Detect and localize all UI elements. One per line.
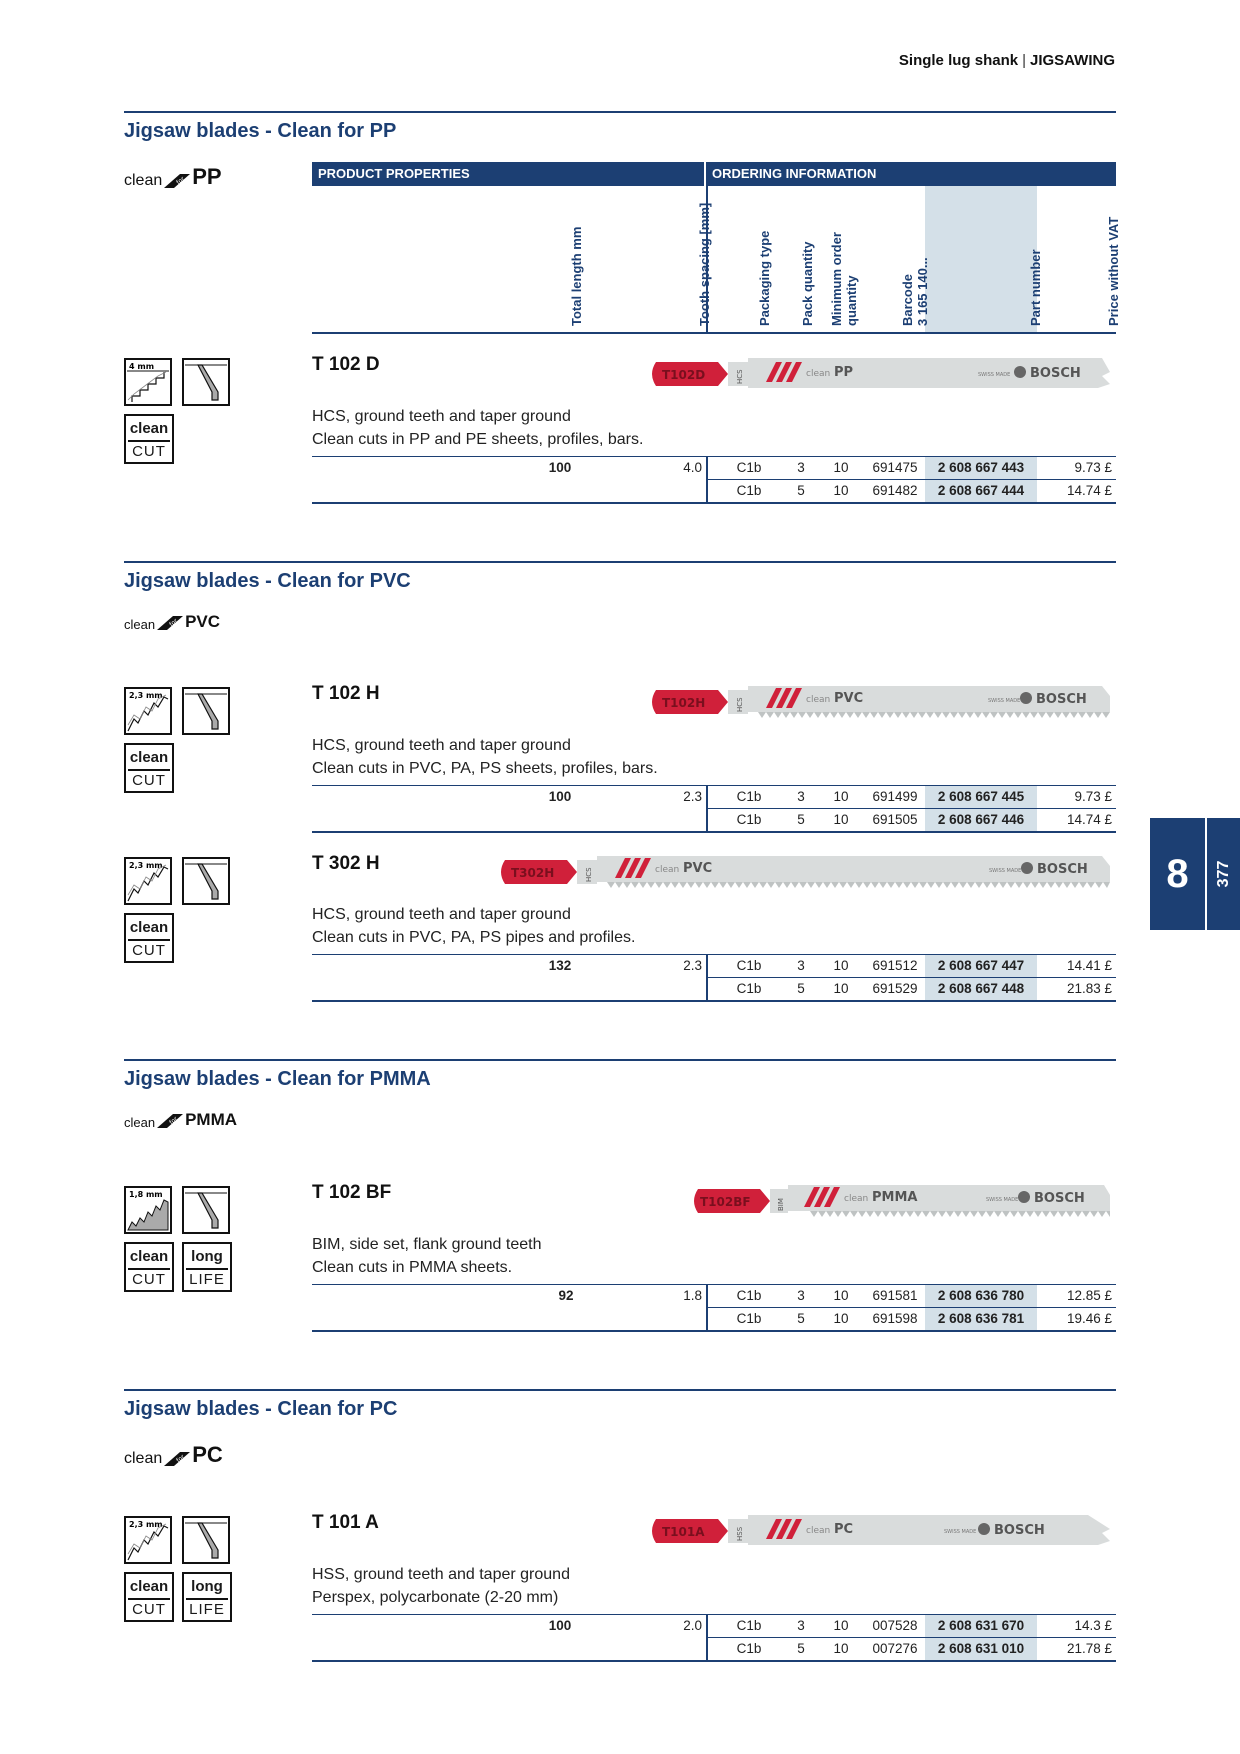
- min-order-cell: 10: [833, 789, 849, 804]
- header-bottom-rule: [312, 332, 1116, 334]
- column-divider: [706, 955, 708, 1001]
- tooth-spacing-2-3mm-icon: [124, 1516, 172, 1564]
- total-length-value: 92: [558, 1288, 574, 1303]
- product-bottom-rule: [312, 1660, 1116, 1662]
- column-divider: [706, 786, 708, 832]
- straight-cut-icon: [182, 857, 230, 905]
- svg-text:BOSCH: BOSCH: [994, 1523, 1045, 1538]
- product-description: HSS, ground teeth and taper ground Perspex, polycarbonate (2-20 mm): [312, 1566, 570, 1606]
- min-order-cell: 10: [833, 1641, 849, 1656]
- price-cell: 21.83 £: [1066, 981, 1112, 996]
- svg-text:SWISS MADE: SWISS MADE: [988, 698, 1021, 704]
- pack-quantity-cell: 5: [797, 1641, 805, 1656]
- barcode-cell: 691482: [872, 483, 918, 498]
- col-total-length: Total length mm: [569, 226, 584, 326]
- part-number-cell: 2 608 667 443: [925, 457, 1037, 479]
- ordering-information-header: ORDERING INFORMATION: [706, 162, 1116, 186]
- clean-cut-icon: clean CUT: [124, 913, 174, 963]
- svg-text:clean: clean: [806, 695, 831, 705]
- svg-text:1,8 mm: 1,8 mm: [129, 1190, 163, 1199]
- col-min-order: Minimum order: [829, 232, 844, 326]
- col-price: Price without VAT: [1106, 216, 1121, 326]
- price-cell: 14.3 £: [1074, 1618, 1112, 1633]
- svg-text:4 mm: 4 mm: [129, 362, 155, 371]
- part-number-cell: 2 608 667 446: [925, 809, 1037, 831]
- svg-text:T302H: T302H: [511, 866, 555, 880]
- pack-quantity-cell: 5: [797, 981, 805, 996]
- min-order-cell: 10: [833, 958, 849, 973]
- col-part-number: Part number: [1028, 249, 1043, 326]
- header-section: Single lug shank: [898, 52, 1019, 69]
- svg-text:clean: clean: [806, 1526, 831, 1536]
- part-number-cell: 2 608 636 780: [925, 1285, 1037, 1307]
- logo-slash-icon: [157, 616, 183, 630]
- svg-text:for: for: [175, 1453, 187, 1465]
- section-title: Jigsaw blades - Clean for PP: [124, 120, 397, 142]
- total-length-value: 132: [548, 958, 572, 973]
- section-rule: [124, 1389, 1116, 1391]
- svg-text:PVC: PVC: [834, 691, 864, 706]
- total-length-value: 100: [548, 1618, 572, 1633]
- svg-text:T102D: T102D: [662, 368, 706, 382]
- svg-text:BOSCH: BOSCH: [1034, 1191, 1085, 1206]
- barcode-cell: 691512: [872, 958, 918, 973]
- logo-clean-text: clean: [124, 1115, 156, 1130]
- product-model: T 102 H: [312, 683, 380, 704]
- blade-image-t102h: [648, 682, 1114, 722]
- product-model: T 302 H: [312, 853, 380, 874]
- clean-for-pc-logo: [124, 1442, 223, 1468]
- product-properties-header: PRODUCT PROPERTIES: [312, 162, 704, 186]
- svg-text:T102H: T102H: [662, 696, 706, 710]
- blade-image-t302h: [497, 852, 1114, 892]
- barcode-cell: 691499: [872, 789, 918, 804]
- column-divider: [706, 1615, 708, 1661]
- price-cell: 19.46 £: [1066, 1311, 1112, 1326]
- packaging-type-cell: C1b: [736, 1641, 762, 1656]
- part-number-cell: 2 608 631 670: [925, 1615, 1037, 1637]
- svg-text:BOSCH: BOSCH: [1030, 366, 1081, 381]
- pack-quantity-cell: 5: [797, 483, 805, 498]
- blade-image-t102bf: [690, 1181, 1114, 1221]
- product-model: T 102 BF: [312, 1182, 392, 1203]
- col-packaging-type: Packaging type: [757, 230, 772, 326]
- product-bottom-rule: [312, 1000, 1116, 1002]
- svg-text:SWISS MADE: SWISS MADE: [986, 1197, 1019, 1203]
- barcode-cell: 691598: [872, 1311, 918, 1326]
- barcode-cell: 007528: [872, 1618, 918, 1633]
- svg-text:clean: clean: [655, 865, 680, 875]
- svg-text:BOSCH: BOSCH: [1036, 692, 1087, 707]
- logo-slash-icon: [164, 174, 190, 188]
- min-order-cell: 10: [833, 460, 849, 475]
- part-number-cell: 2 608 636 781: [925, 1308, 1037, 1330]
- svg-text:2,3 mm: 2,3 mm: [129, 1520, 163, 1529]
- svg-text:for: for: [175, 175, 187, 187]
- clean-for-pvc-logo: [124, 612, 220, 632]
- part-number-cell: 2 608 667 447: [925, 955, 1037, 977]
- part-number-cell: 2 608 631 010: [925, 1638, 1037, 1660]
- svg-text:PC: PC: [834, 1522, 854, 1537]
- logo-slash-icon: [164, 1452, 190, 1466]
- packaging-type-cell: C1b: [736, 460, 762, 475]
- product-bottom-rule: [312, 1330, 1116, 1332]
- logo-material-text: PMMA: [185, 1110, 238, 1129]
- pack-quantity-cell: 3: [797, 1288, 805, 1303]
- min-order-cell: 10: [833, 812, 849, 827]
- pack-quantity-cell: 3: [797, 958, 805, 973]
- tooth-spacing-value: 4.0: [683, 460, 702, 475]
- product-model: T 102 D: [312, 354, 380, 375]
- column-divider: [706, 1285, 708, 1331]
- straight-cut-icon: [182, 1186, 230, 1234]
- clean-cut-icon: clean CUT: [124, 1242, 174, 1292]
- svg-text:HSS: HSS: [736, 1526, 744, 1541]
- part-number-cell: 2 608 667 448: [925, 978, 1037, 1000]
- svg-text:2,3 mm: 2,3 mm: [129, 861, 163, 870]
- product-description: HCS, ground teeth and taper ground Clean cuts in PVC, PA, PS sheets, profiles, bars.: [312, 737, 658, 777]
- product-bottom-rule: [312, 831, 1116, 833]
- total-length-value: 100: [548, 789, 572, 804]
- part-number-cell: 2 608 667 445: [925, 786, 1037, 808]
- price-cell: 9.73 £: [1074, 789, 1112, 804]
- clean-cut-icon: clean CUT: [124, 743, 174, 793]
- price-cell: 14.74 £: [1066, 483, 1112, 498]
- price-cell: 21.78 £: [1066, 1641, 1112, 1656]
- min-order-cell: 10: [833, 1288, 849, 1303]
- section-title: Jigsaw blades - Clean for PC: [124, 1398, 398, 1420]
- page-number-tab: [1207, 818, 1240, 930]
- logo-material-text: PVC: [185, 612, 221, 631]
- packaging-type-cell: C1b: [736, 958, 762, 973]
- section-rule: [124, 561, 1116, 563]
- pack-quantity-cell: 3: [797, 1618, 805, 1633]
- packaging-type-cell: C1b: [736, 483, 762, 498]
- tooth-spacing-value: 2.0: [683, 1618, 702, 1633]
- col-tooth-spacing: Tooth spacing [mm]: [697, 202, 712, 326]
- svg-text:for: for: [168, 617, 180, 629]
- straight-cut-icon: [182, 687, 230, 735]
- logo-material-text: PC: [192, 1442, 223, 1467]
- page-header: [899, 52, 1115, 69]
- part-number-cell: 2 608 667 444: [925, 480, 1037, 502]
- packaging-type-cell: C1b: [736, 1311, 762, 1326]
- product-model: T 101 A: [312, 1512, 379, 1533]
- svg-text:HCS: HCS: [585, 867, 593, 882]
- logo-material-text: PP: [192, 164, 222, 189]
- blade-image-t101a: [648, 1511, 1114, 1551]
- col-barcode: Barcode: [900, 273, 915, 326]
- svg-text:HCS: HCS: [736, 369, 744, 384]
- column-divider: [706, 457, 708, 503]
- blade-image-t102d: [648, 354, 1114, 394]
- product-description: HCS, ground teeth and taper ground Clean cuts in PP and PE sheets, profiles, bars.: [312, 408, 644, 448]
- packaging-type-cell: C1b: [736, 1288, 762, 1303]
- section-rule: [124, 111, 1116, 113]
- logo-clean-text: clean: [124, 172, 163, 189]
- svg-text:PP: PP: [834, 365, 854, 380]
- barcode-cell: 691505: [872, 812, 918, 827]
- total-length-value: 100: [548, 460, 572, 475]
- price-cell: 9.73 £: [1074, 460, 1112, 475]
- svg-text:clean: clean: [844, 1194, 869, 1204]
- tooth-spacing-1-8mm-icon: [124, 1186, 172, 1234]
- tooth-spacing-value: 2.3: [683, 958, 702, 973]
- price-cell: 14.41 £: [1066, 958, 1112, 973]
- svg-text:BOSCH: BOSCH: [1037, 862, 1088, 877]
- barcode-cell: 691529: [872, 981, 918, 996]
- straight-cut-icon: [182, 1516, 230, 1564]
- min-order-cell: 10: [833, 1618, 849, 1633]
- tooth-spacing-value: 2.3: [683, 789, 702, 804]
- svg-text:HCS: HCS: [736, 697, 744, 712]
- barcode-cell: 691581: [872, 1288, 918, 1303]
- product-description: HCS, ground teeth and taper ground Clean cuts in PVC, PA, PS pipes and profiles.: [312, 906, 636, 946]
- tooth-spacing-2-3mm-icon: [124, 687, 172, 735]
- pack-quantity-cell: 3: [797, 789, 805, 804]
- long-life-icon: long LIFE: [182, 1572, 232, 1622]
- svg-text:SWISS MADE: SWISS MADE: [978, 372, 1011, 378]
- long-life-icon: long LIFE: [182, 1242, 232, 1292]
- tooth-spacing-2-3mm-icon: [124, 857, 172, 905]
- svg-text:clean: clean: [806, 369, 831, 379]
- logo-slash-icon: [157, 1114, 183, 1128]
- section-rule: [124, 1059, 1116, 1061]
- svg-text:T102BF: T102BF: [700, 1195, 751, 1209]
- pack-quantity-cell: 5: [797, 1311, 805, 1326]
- packaging-type-cell: C1b: [736, 812, 762, 827]
- pack-quantity-cell: 3: [797, 460, 805, 475]
- svg-text:T101A: T101A: [662, 1525, 705, 1539]
- svg-text:2,3 mm: 2,3 mm: [129, 691, 163, 700]
- col-pack-quantity: Pack quantity: [800, 241, 815, 326]
- section-title: Jigsaw blades - Clean for PMMA: [124, 1068, 431, 1090]
- product-description: BIM, side set, flank ground teeth Clean cuts in PMMA sheets.: [312, 1236, 542, 1276]
- clean-cut-icon: clean CUT: [124, 1572, 174, 1622]
- pack-quantity-cell: 5: [797, 812, 805, 827]
- header-category: JIGSAWING: [1029, 52, 1115, 69]
- page-number: 377: [1214, 860, 1232, 888]
- barcode-cell: 007276: [872, 1641, 918, 1656]
- logo-clean-text: clean: [124, 617, 156, 632]
- svg-text:PMMA: PMMA: [872, 1190, 918, 1205]
- packaging-type-cell: C1b: [736, 981, 762, 996]
- product-bottom-rule: [312, 502, 1116, 504]
- barcode-cell: 691475: [872, 460, 918, 475]
- clean-for-pp-logo: [124, 164, 222, 190]
- tooth-spacing-value: 1.8: [683, 1288, 702, 1303]
- svg-text:for: for: [168, 1115, 180, 1127]
- col-min-order-2: quantity: [844, 275, 859, 326]
- clean-cut-icon: clean CUT: [124, 414, 174, 464]
- min-order-cell: 10: [833, 483, 849, 498]
- clean-for-pmma-logo: [124, 1110, 237, 1130]
- price-cell: 12.85 £: [1066, 1288, 1112, 1303]
- svg-text:SWISS MADE: SWISS MADE: [989, 868, 1022, 874]
- min-order-cell: 10: [833, 981, 849, 996]
- packaging-type-cell: C1b: [736, 789, 762, 804]
- col-barcode-2: 3 165 140...: [915, 257, 930, 326]
- section-title: Jigsaw blades - Clean for PVC: [124, 570, 411, 592]
- min-order-cell: 10: [833, 1311, 849, 1326]
- tooth-spacing-4mm-icon: [124, 358, 172, 406]
- straight-cut-icon: [182, 358, 230, 406]
- svg-text:BIM: BIM: [777, 1198, 785, 1211]
- svg-text:PVC: PVC: [683, 861, 713, 876]
- header-separator: |: [1022, 52, 1026, 69]
- logo-clean-text: clean: [124, 1450, 163, 1467]
- svg-text:SWISS MADE: SWISS MADE: [944, 1529, 977, 1535]
- chapter-tab: 8: [1150, 818, 1205, 930]
- packaging-type-cell: C1b: [736, 1618, 762, 1633]
- price-cell: 14.74 £: [1066, 812, 1112, 827]
